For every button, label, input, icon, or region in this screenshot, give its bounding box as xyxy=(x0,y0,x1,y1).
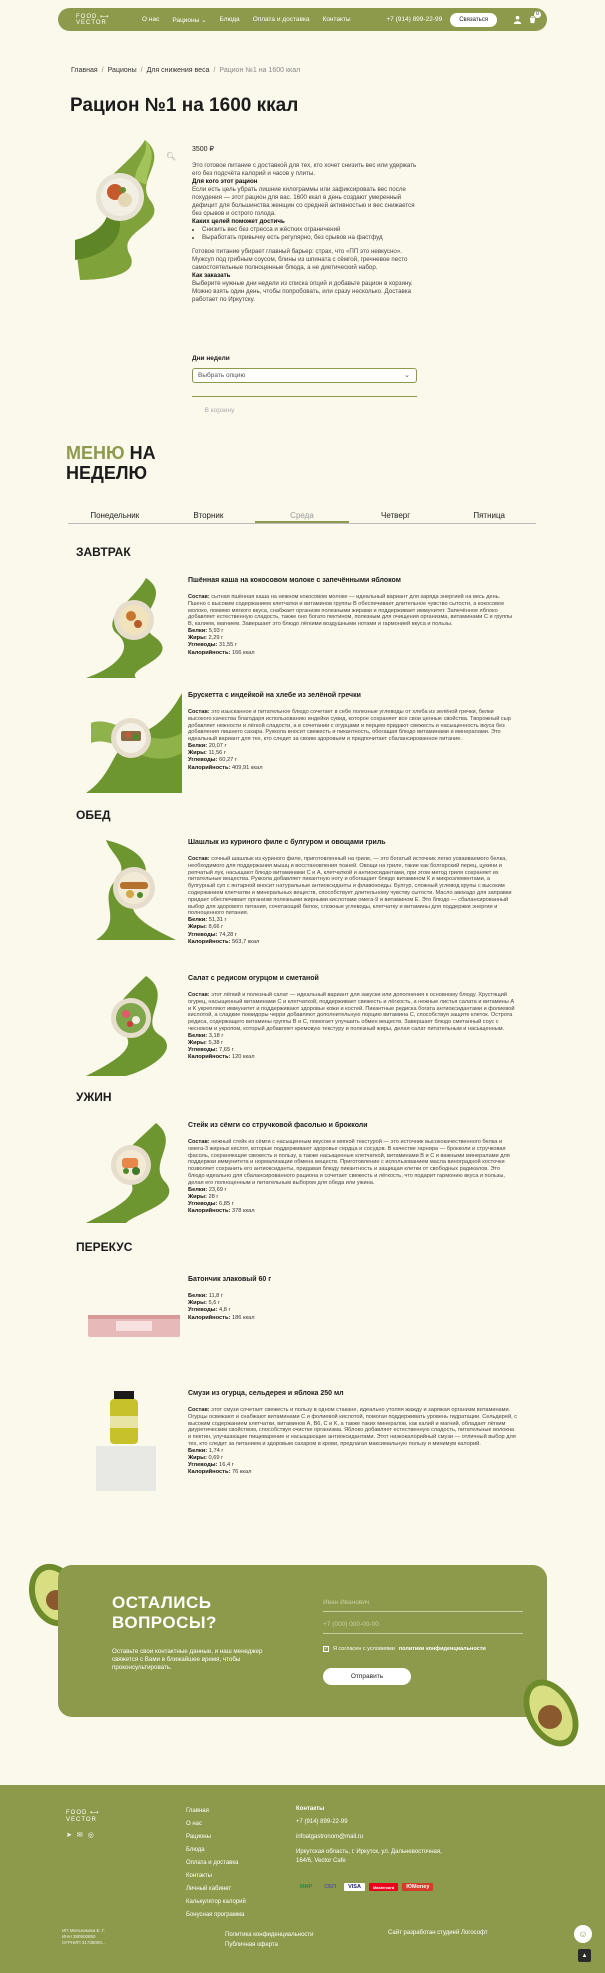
logo[interactable]: FOOD ⟷ VECTOR xyxy=(76,13,110,26)
dish-carbs: Углеводы: 74,28 г xyxy=(188,931,237,938)
dish-kcal: Калорийность: 120 ккал xyxy=(188,1054,255,1061)
footer-address: Иркутская область, г. Иркутск, ул. Дальневосточная, 164/6, Vector Cafe xyxy=(296,1849,442,1864)
add-to-cart-button[interactable]: В корзину xyxy=(204,406,235,414)
contact-form-section xyxy=(58,1565,547,1717)
consent-checkbox-row[interactable]: ✓ Я согласен с условиями политики конфиденциальности xyxy=(323,1646,486,1652)
telegram-icon[interactable]: ➤ xyxy=(66,1832,72,1839)
chevron-down-icon: ⌄ xyxy=(404,372,410,379)
dish-image[interactable] xyxy=(86,577,182,679)
dish-name: Стейк из сёмги со стручковой фасолью и брокколи xyxy=(188,1122,368,1129)
section-title: ЗАВТРАК xyxy=(76,545,131,559)
tab-friday[interactable]: Пятница xyxy=(473,511,505,520)
footer-phone[interactable]: +7 (914) 899-22-99 xyxy=(296,1819,348,1825)
dish-body xyxy=(188,1390,518,1477)
dish-fat: Жиры: 2,29 г xyxy=(188,635,224,642)
dish-body xyxy=(188,1276,518,1322)
dish-name: Салат с редисом огурцом и сметаной xyxy=(188,975,319,982)
legal-info: ИП Мельникова Е. Г. ИНН 380500850 ОГРНИП 31738000... xyxy=(62,1928,106,1945)
dish-name: Брускетта с индейкой на хлебе из зелёной гречки xyxy=(188,692,361,699)
dish-fat: Жиры: 0,69 г xyxy=(188,1454,224,1461)
divider xyxy=(192,396,417,397)
dish-fat: Жиры: 5,38 г xyxy=(188,1039,224,1046)
mir-logo: МИР xyxy=(300,1884,313,1890)
footer-link-account[interactable]: Личный кабинет xyxy=(186,1886,232,1892)
footer-logo[interactable]: FOOD ⟷ VECTOR xyxy=(66,1810,100,1823)
dish-image[interactable] xyxy=(86,692,182,794)
footer xyxy=(0,1785,605,1973)
chat-icon[interactable]: ☺ xyxy=(574,1925,592,1943)
zoom-icon[interactable]: 🔍︎ xyxy=(166,152,177,161)
dish-name: Батончик злаковый 60 г xyxy=(188,1276,272,1283)
dish-protein: Белки: 1,74 г xyxy=(188,1447,224,1454)
footer-nav xyxy=(186,1805,246,1922)
name-field[interactable]: Иван Иванович xyxy=(323,1599,523,1612)
dish-composition: Состав: сочный шашлык из куриного филе, приготовленный на гриле, — это богатый источник легко усваиваемого белка, необходимого для поддержания мышц и восстановления тканей. Овощи на гриле, такие как болгарский перец, цукини и репчатый лук, насыщают блюдо витаминами C и A, клетчаткой и антиоксидантами, при этом метод гриля сохраняет их питательные вещества. Руккола добавляет пикантную ноту и обогащает блюдо витамином К и микроэлементами, а булгурный суп с янтарной вносит натуральные антиоксиданты и флавоноиды. Булгур, сложный углевод крупы с высоким содержанием клетчатки и минеральных веществ, способствует длительному чувству сытости. Масло авокадо для заправки придает обеспечивает организм полезными жирными кислотами омега-9 и витамином Е. Это блюдо — сбалансированный выбор для здорового питания, сочетающий белок, сложные углеводы, клетчатку и витамины для поддержки энергии и полноценного питания. xyxy=(188,856,512,917)
submit-button[interactable]: Отправить xyxy=(323,1668,411,1685)
dish-protein: Белки: 23,69 г xyxy=(188,1186,227,1193)
visa-logo: VISA xyxy=(344,1883,365,1891)
nav-phone[interactable]: +7 (914) 899-22-99 xyxy=(386,16,443,23)
page-title: Рацион №1 на 1600 ккал xyxy=(70,95,299,116)
section-title: ОБЕД xyxy=(76,808,111,822)
breadcrumb-current: Рацион №1 на 1600 ккал xyxy=(219,67,301,74)
dish-body xyxy=(188,692,518,772)
dish-kcal: Калорийность: 186 ккал xyxy=(188,1314,255,1321)
footer-link-calculator[interactable]: Калькулятор калорий xyxy=(186,1899,246,1905)
dish-carbs: Углеводы: 6,85 г xyxy=(188,1200,234,1207)
payment-methods xyxy=(296,1883,433,1891)
footer-contacts: Контакты +7 (914) 899-22-99 infoatgastronom@mail.ru Иркутская область, г. Иркутск, ул. Дальневосточная, 164/6, Vector Cafe xyxy=(296,1805,446,1866)
dish-body xyxy=(188,1122,518,1215)
dish-body xyxy=(188,839,518,946)
product-price: 3500 ₽ xyxy=(192,146,214,153)
product-description: Это готовое питание с доставкой для тех, кто хочет снизить вес или удержать его без подсчёта калорий и часов у плиты. Для кого этот рацион Если есть цель убрать лишние килограммы или зафиксировать вес после похудения — этот рацион для вас. 1600 ккал в день создают умеренный дефицит для большинства женщин со средней активностью и вес снижается без срывов и острого голода. Каких целей поможет достичь • Снизить вес без стресса и жёстких ограничений • Выработать привычку есть регулярно, без срывов на фастфуд Готовое питание убирает главный барьер: страх, что «ПП это невкусно». Мужсуп под грибным соусом, блины из шпината с сёмгой, гречневое песто самостоятельные полноценные блюда, а не диетический набор. Как заказать Выберите нужные дни недели из списка опций и добавьте рацион в корзину. Можно взять один день, чтобы попробовать, или сразу несколько. Доставка работает по Иркутску. xyxy=(192,162,417,304)
breadcrumb-weight-loss[interactable]: Для снижения веса xyxy=(146,67,210,74)
goals-list: • Снизить вес без стресса и жёстких ограничений • Выработать привычку есть регулярно, без срывов на фастфуд xyxy=(192,226,417,242)
dish-protein: Белки: 5,93 г xyxy=(188,627,224,634)
dish-kcal: Калорийность: 563,7 ккал xyxy=(188,938,260,945)
cart-count-badge: 0 xyxy=(534,11,541,18)
dish-name: Смузи из огурца, сельдерея и яблока 250 мл xyxy=(188,1390,344,1397)
dish-protein: Белки: 11,8 г xyxy=(188,1293,224,1299)
dish-composition: Состав: этот смузи сочетает свежесть и пользу в одном стакане, идеально утоляя жажду и заряжая организм витаминами. Огурцы освежают и снабжают витаминами С и фолиевой кислотой, помогая поддерживать уровень гидратации. Сельдерей, с высоким содержанием клетчатки, витаминов A, B6, C и K, а также таких минералов, как калий и магний, обладает лёгким диуретическим свойством, способствуя очистке организма. Яблоко добавляет естественную сладость, питательные волокна и пектин, улучшающие пищеварение и насыщающие антиоксидантами. Этот низкокалорийный смузи — отличный выбор для тех, кто следит за питанием и здоровым сахаром в крови, предлагая максимальную пользу и минимум калорий. xyxy=(188,1407,518,1447)
footer-link-bonus[interactable]: Бонусная программа xyxy=(186,1912,245,1918)
footer-legal-links xyxy=(225,1930,314,1950)
footer-link-contacts[interactable]: Контакты xyxy=(186,1873,212,1879)
section-title: ПЕРЕКУС xyxy=(76,1240,133,1254)
tab-wednesday[interactable]: Среда xyxy=(255,508,349,523)
developer-credit[interactable]: Сайт разработан студией Логософт xyxy=(388,1930,488,1936)
days-select[interactable]: Выбрать опцию ⌄ xyxy=(192,368,417,383)
cart-icon[interactable] xyxy=(527,11,539,25)
social-links xyxy=(66,1831,94,1839)
yoomoney-logo: ЮMoney xyxy=(402,1883,433,1891)
dish-composition: Состав: это изысканное и питательное блюдо сочетает в себе полезные углеводы от хлеба из зелёной гречки, белки высокого качества благодаря использованию индейки сувид, которое сохраняет все свои ценные свойства. Творожный сыр добавляет нежности и лёгкой сладости, а в сочетании с огурцами и перцем придают свежесть и насыщенность вкуса без добавления лишнего сахара. Руккола вносит свежесть и пикантность, обогащая блюдо витаминами и минералами. Это идеальный вариант для тех, кто следит за своим здоровьем и предпочитает сбалансированное питание. xyxy=(188,709,511,743)
dish-carbs: Углеводы: 16,4 г xyxy=(188,1462,234,1469)
breadcrumb: Главная / Рационы / Для снижения веса / Рацион №1 на 1600 ккал xyxy=(71,67,301,74)
dish-fat: Жиры: 5,6 г xyxy=(188,1300,221,1307)
dish-kcal: Калорийность: 76 ккал xyxy=(188,1469,252,1476)
dish-name: Шашлык из куриного филе с булгуром и овощами гриль xyxy=(188,839,386,846)
dish-carbs: Углеводы: 60,27 г xyxy=(188,757,237,764)
dish-kcal: Калорийность: 409,91 ккал xyxy=(188,764,263,771)
dish-carbs: Углеводы: 7,65 г xyxy=(188,1047,234,1054)
dish-body xyxy=(188,975,518,1062)
dish-fat: Жиры: 28 г xyxy=(188,1193,219,1200)
footer-link-dishes[interactable]: Блюда xyxy=(186,1847,205,1853)
dish-name: Пшённая каша на кокосовом молоке с запечёнными яблоком xyxy=(188,577,401,584)
avocado-image-right xyxy=(520,1665,582,1755)
dish-protein: Белки: 3,18 г xyxy=(188,1032,224,1039)
sbp-logo: СБП xyxy=(324,1884,337,1890)
product-image[interactable] xyxy=(75,140,185,285)
nav-link-payment[interactable]: Оплата и доставка xyxy=(252,15,310,23)
tab-thursday[interactable]: Четверг xyxy=(381,511,411,520)
dish-composition: Состав: сытная пшённая каша на нежном кокосовом молоке — идеальный вариант для заряда энергией на весь день. Пшено с высоким содержанием клетчатки и витаминов группы В обеспечивает длительное чувство сытости, а кокосовое молоко, помимо мягкого вкуса, снабжает организм полезными жирами и поддерживает иммунитет. Запечённое яблоко добавляет естественную сладость, также оно богато пектином, полезным для очищения организма, витаминами С и группы В, калием, магнием. Завершает это блюдо лёгкими воздушными нотами и гармонией вкуса и пользы. xyxy=(188,594,513,628)
dish-image[interactable] xyxy=(86,1122,182,1224)
nav-link-contacts[interactable]: Контакты xyxy=(322,15,351,23)
menu-title: МЕНЮ НА НЕДЕЛЮ xyxy=(66,443,156,483)
tab-monday[interactable]: Понедельник xyxy=(90,511,140,520)
dish-body xyxy=(188,577,518,657)
footer-link-home[interactable]: Главная xyxy=(186,1808,209,1814)
dish-protein: Белки: 51,31 г xyxy=(188,917,227,924)
dish-fat: Жиры: 11,56 г xyxy=(188,750,226,757)
days-label: Дни недели xyxy=(192,355,230,362)
mastercard-logo: Mastercard xyxy=(369,1883,398,1891)
dish-image[interactable] xyxy=(86,1390,182,1492)
nav-link-about[interactable]: О нас xyxy=(142,15,160,23)
dish-carbs: Углеводы: 4,8 г xyxy=(188,1307,231,1314)
dish-carbs: Углеводы: 31,55 г xyxy=(188,642,237,649)
footer-link-payment[interactable]: Оплата и доставка xyxy=(186,1860,239,1866)
cta-title: ОСТАЛИСЬ ВОПРОСЫ? xyxy=(112,1593,217,1632)
dish-image[interactable] xyxy=(86,1276,182,1378)
offer-link[interactable]: Публичная оферта xyxy=(225,1942,278,1948)
mail-icon[interactable]: ✉ xyxy=(76,1832,83,1839)
privacy-link[interactable]: Политика конфиденциальности xyxy=(225,1932,314,1938)
footer-link-rations[interactable]: Рационы xyxy=(186,1834,211,1840)
nav-link-rations[interactable]: Рационы ⌄ xyxy=(172,16,207,24)
weekday-tabs xyxy=(68,508,536,524)
dish-composition: Состав: нежный стейк из сёмги с насыщенным вкусом и мягкой текстурой — это источник высококачественного белка и омега-3 жирных кислот, которые поддерживают здоровье сердца и сосудов. В качестве гарнира — брокколи и стручковая фасоль, сохраняющие свежесть и пользу, а также насыщенные клетчаткой, витаминами В и С и важными минералами для поддержки иммунитета и нормализации обмена веществ. Приготовление с использованием масла виноградной косточки позволяет сохранить его антиоксиданты, придавая блюду пикантность и защищая клетки от свободных радикалов. Это блюдо идеально для сбалансированного рациона и сочетает свежесть и лёгкость, что подарит гармонию вкуса и пользы, делая его полноценным и питательным выбором для обеда или ужина. xyxy=(188,1139,510,1186)
dish-composition: Состав: этот лёгкий и полезный салат — идеальный вариант для закуски или дополнения к основному блюду. Хрустящий огурец, насыщенный витаминами С и клетчаткой, поддерживает свежесть и лёгкость, а нежные листья салата и витамины A и K укрепляют иммунитет и поддерживают здоровье кожи и костей. Пикантные редиска богата антиоксидантами и фолиевой кислотой, а сладкие помидоры черри добавляют дополнительную порцию витамина C, способствуя защите клеток. Острота редиса, содержащего витамины группы В и С, помогает улучшить обмен веществ. Завершает блюдо сметанный соус с чесноком и укропом, который добавляет кремовую текстуру и полезный жиры, делая салат питательным и насыщенным. xyxy=(188,992,515,1032)
nav-link-dishes[interactable]: Блюда xyxy=(219,15,240,23)
dish-fat: Жиры: 8,66 г xyxy=(188,924,224,931)
scroll-up-icon[interactable]: ▲ xyxy=(578,1949,591,1962)
contact-button[interactable]: Связаться xyxy=(450,13,497,27)
dish-kcal: Калорийность: 166 ккал xyxy=(188,649,255,656)
dish-kcal: Калорийность: 378 ккал xyxy=(188,1208,255,1215)
user-icon[interactable] xyxy=(512,15,522,25)
section-title: УЖИН xyxy=(76,1090,112,1104)
breadcrumb-rations[interactable]: Рационы xyxy=(107,67,137,74)
privacy-policy-link[interactable]: политики конфиденциальности xyxy=(398,1646,486,1652)
phone-field[interactable]: +7 (000) 000-00-00 xyxy=(323,1621,523,1634)
footer-email[interactable]: infoatgastronom@mail.ru xyxy=(296,1834,364,1840)
dish-image[interactable] xyxy=(86,975,182,1077)
consent-checkbox[interactable]: ✓ xyxy=(323,1646,329,1652)
vk-icon[interactable]: ◎ xyxy=(87,1832,94,1839)
dish-protein: Белки: 20,07 г xyxy=(188,742,227,749)
tab-tuesday[interactable]: Вторник xyxy=(193,511,224,520)
dish-image[interactable] xyxy=(86,839,182,941)
top-nav xyxy=(58,8,547,31)
footer-link-about[interactable]: О нас xyxy=(186,1821,202,1827)
breadcrumb-home[interactable]: Главная xyxy=(71,67,98,74)
cta-text: Оставьте свои контактные данные, и наш менеджер свяжется с Вами в ближайшее время, чтобы проконсультировать. xyxy=(112,1648,263,1671)
nav-links xyxy=(142,16,351,24)
